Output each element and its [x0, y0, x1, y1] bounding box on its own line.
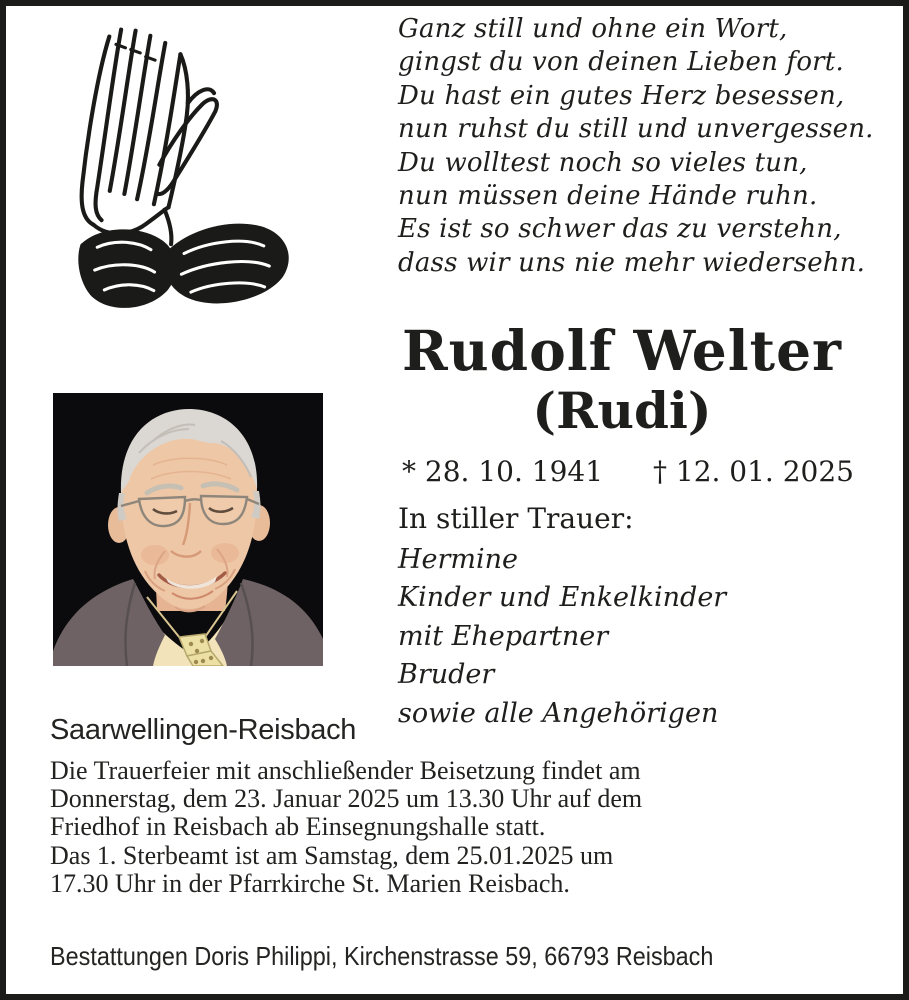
- location-heading: Saarwellingen-Reisbach: [50, 714, 357, 746]
- poem-line: Du wolltest noch so vieles tun,: [398, 147, 808, 178]
- born-symbol: *: [402, 455, 416, 488]
- mourner-line: Bruder: [398, 659, 495, 691]
- cross-symbol: †: [652, 455, 667, 488]
- funeral-line: Friedhof in Reisbach ab Einsegnungshalle statt.: [50, 812, 546, 842]
- poem-line: Ganz still und ohne ein Wort,: [398, 14, 788, 44]
- birth-date: [402, 455, 603, 488]
- death-date: [653, 455, 854, 488]
- memorial-poem: [398, 13, 874, 280]
- funeral-home-address: Bestattungen Doris Philippi, Kirchenstrasse 59, 66793 Reisbach: [50, 941, 714, 971]
- poem-line: Du hast ein gutes Herz besessen,: [398, 80, 845, 111]
- deceased-name: Rudolf Welter: [401, 318, 843, 383]
- mourning-intro: In stiller Trauer:: [398, 502, 634, 535]
- mourner-line: Kinder und Enkelkinder: [398, 582, 727, 614]
- birth-date-value: 28. 10. 1941: [424, 455, 604, 488]
- deceased-nickname: (Rudi): [532, 381, 712, 440]
- portrait-photo-image: [53, 393, 323, 666]
- funeral-line: 17.30 Uhr in der Pfarrkirche St. Marien Reisbach.: [50, 868, 570, 898]
- mourner-line: mit Ehepartner: [398, 620, 609, 652]
- death-date-value: 12. 01. 2025: [675, 455, 854, 488]
- poem-line: dass wir uns nie mehr wiedersehn.: [398, 247, 866, 278]
- poem-line: gingst du von deinen Lieben fort.: [398, 47, 844, 78]
- funeral-details: [50, 757, 642, 898]
- mourner-line: sowie alle Angehörigen: [398, 697, 719, 729]
- portrait-photo: [53, 393, 323, 666]
- poem-line: nun ruhst du still und unvergessen.: [398, 114, 874, 145]
- mourner-line: Hermine: [398, 544, 519, 575]
- praying-hands-icon: [38, 10, 306, 328]
- funeral-line: Donnerstag, dem 23. Januar 2025 um 13.30 Uhr auf dem: [50, 784, 643, 814]
- deceased-name-block: [383, 320, 861, 440]
- life-dates: [402, 455, 854, 488]
- poem-line: Es ist so schwer das zu verstehn,: [398, 214, 842, 245]
- funeral-line: Das 1. Sterbeamt ist am Samstag, dem 25.01.2025 um: [50, 840, 614, 870]
- praying-hands-image: [38, 10, 306, 328]
- poem-line: nun müssen deine Hände ruhn.: [398, 181, 818, 212]
- funeral-line: Die Trauerfeier mit anschließender Beisetzung findet am: [50, 756, 641, 785]
- mourners-list: [398, 541, 726, 733]
